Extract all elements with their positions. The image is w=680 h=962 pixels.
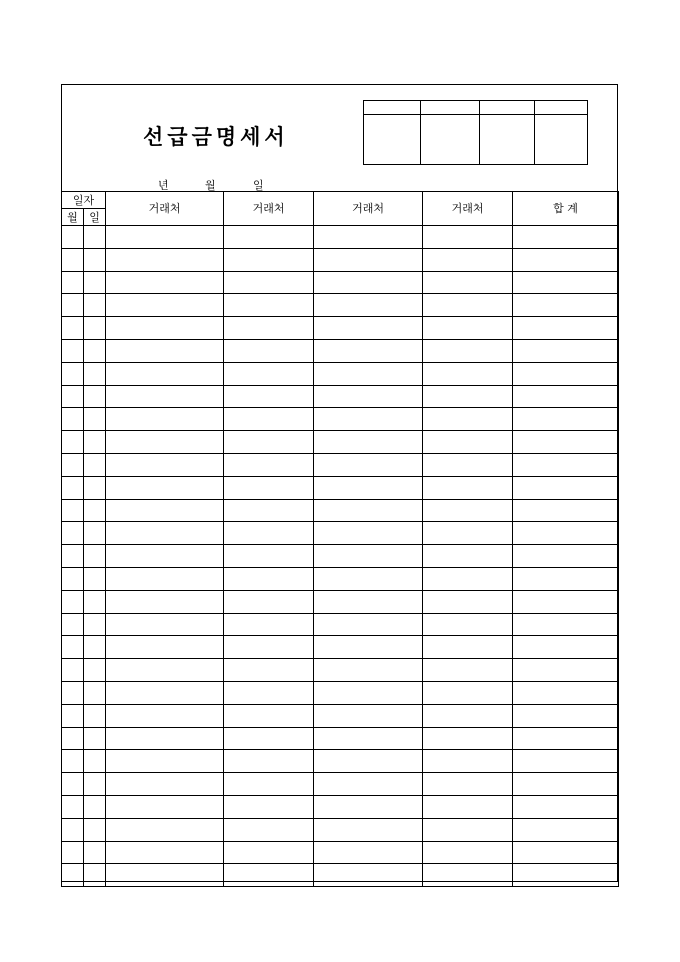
table-cell[interactable]	[224, 385, 314, 408]
table-cell[interactable]	[84, 864, 106, 887]
table-cell[interactable]	[314, 385, 423, 408]
table-cell[interactable]	[513, 271, 619, 294]
ledger-body	[62, 226, 619, 887]
table-row	[62, 727, 619, 750]
table-cell[interactable]	[314, 864, 423, 887]
table-row	[62, 704, 619, 727]
table-cell[interactable]	[106, 841, 224, 864]
table-cell[interactable]	[423, 613, 513, 636]
table-cell[interactable]	[314, 636, 423, 659]
table-cell[interactable]	[62, 681, 84, 704]
table-cell[interactable]	[84, 271, 106, 294]
table-cell[interactable]	[224, 499, 314, 522]
table-cell[interactable]	[62, 271, 84, 294]
table-cell[interactable]	[62, 750, 84, 773]
table-cell[interactable]	[106, 294, 224, 317]
table-cell[interactable]	[314, 294, 423, 317]
table-cell[interactable]	[513, 773, 619, 796]
table-cell[interactable]	[513, 681, 619, 704]
table-cell[interactable]	[314, 567, 423, 590]
table-cell[interactable]	[314, 613, 423, 636]
table-cell[interactable]	[106, 545, 224, 568]
table-cell[interactable]	[314, 271, 423, 294]
table-cell[interactable]	[84, 522, 106, 545]
table-cell[interactable]	[513, 567, 619, 590]
table-cell[interactable]	[314, 841, 423, 864]
table-cell[interactable]	[224, 476, 314, 499]
table-cell[interactable]	[84, 431, 106, 454]
table-row	[62, 750, 619, 773]
table-cell[interactable]	[423, 226, 513, 249]
table-cell[interactable]	[62, 248, 84, 271]
table-cell[interactable]	[62, 704, 84, 727]
table-cell[interactable]	[513, 339, 619, 362]
table-cell[interactable]	[513, 522, 619, 545]
table-cell[interactable]	[62, 659, 84, 682]
table-cell[interactable]	[224, 339, 314, 362]
table-cell[interactable]	[84, 773, 106, 796]
table-cell[interactable]	[314, 248, 423, 271]
table-cell[interactable]	[423, 704, 513, 727]
table-cell[interactable]	[106, 317, 224, 340]
table-cell[interactable]	[84, 636, 106, 659]
table-cell[interactable]	[423, 773, 513, 796]
table-cell[interactable]	[423, 545, 513, 568]
table-row	[62, 453, 619, 476]
table-cell[interactable]	[62, 317, 84, 340]
table-cell[interactable]	[84, 750, 106, 773]
table-cell[interactable]	[84, 727, 106, 750]
table-cell[interactable]	[106, 476, 224, 499]
table-cell[interactable]	[62, 294, 84, 317]
table-cell[interactable]	[106, 864, 224, 887]
table-cell[interactable]	[423, 841, 513, 864]
day-header: 일	[84, 209, 106, 226]
table-cell[interactable]	[224, 567, 314, 590]
table-cell[interactable]	[224, 271, 314, 294]
approval-sign-cell	[535, 115, 588, 165]
table-cell[interactable]	[224, 704, 314, 727]
table-cell[interactable]	[106, 613, 224, 636]
table-row	[62, 317, 619, 340]
table-cell[interactable]	[314, 476, 423, 499]
table-cell[interactable]	[106, 795, 224, 818]
table-cell[interactable]	[84, 317, 106, 340]
table-cell[interactable]	[224, 545, 314, 568]
approval-sign-cell	[421, 115, 480, 165]
table-cell[interactable]	[106, 499, 224, 522]
approval-header-cell	[480, 101, 535, 115]
table-cell[interactable]	[224, 408, 314, 431]
table-cell[interactable]	[106, 636, 224, 659]
table-cell[interactable]	[423, 294, 513, 317]
table-cell[interactable]	[423, 385, 513, 408]
table-cell[interactable]	[423, 795, 513, 818]
table-cell[interactable]	[423, 248, 513, 271]
table-row	[62, 636, 619, 659]
table-cell[interactable]	[513, 590, 619, 613]
table-cell[interactable]	[84, 590, 106, 613]
column-header-vendor: 거래처	[423, 192, 513, 226]
table-cell[interactable]	[224, 636, 314, 659]
table-row	[62, 248, 619, 271]
table-cell[interactable]	[513, 248, 619, 271]
table-cell[interactable]	[84, 248, 106, 271]
table-cell[interactable]	[423, 590, 513, 613]
table-cell[interactable]	[314, 499, 423, 522]
table-row	[62, 659, 619, 682]
table-cell[interactable]	[224, 294, 314, 317]
table-cell[interactable]	[314, 681, 423, 704]
column-header-total: 합 계	[513, 192, 619, 226]
table-cell[interactable]	[423, 317, 513, 340]
table-cell[interactable]	[423, 453, 513, 476]
table-cell[interactable]	[62, 453, 84, 476]
table-cell[interactable]	[513, 704, 619, 727]
table-cell[interactable]	[314, 750, 423, 773]
table-cell[interactable]	[84, 567, 106, 590]
approval-sign-cell	[480, 115, 535, 165]
table-cell[interactable]	[314, 453, 423, 476]
table-row	[62, 864, 619, 887]
table-cell[interactable]	[106, 522, 224, 545]
table-cell[interactable]	[423, 362, 513, 385]
table-cell[interactable]	[423, 522, 513, 545]
table-cell[interactable]	[106, 590, 224, 613]
table-cell[interactable]	[314, 590, 423, 613]
table-row	[62, 841, 619, 864]
table-cell[interactable]	[62, 818, 84, 841]
table-cell[interactable]	[423, 864, 513, 887]
approval-sign-cell	[364, 115, 421, 165]
table-cell[interactable]	[513, 385, 619, 408]
table-cell[interactable]	[314, 545, 423, 568]
table-row	[62, 795, 619, 818]
table-cell[interactable]	[62, 864, 84, 887]
table-cell[interactable]	[513, 294, 619, 317]
table-cell[interactable]	[314, 704, 423, 727]
table-cell[interactable]	[62, 476, 84, 499]
table-cell[interactable]	[84, 613, 106, 636]
table-cell[interactable]	[106, 750, 224, 773]
table-cell[interactable]	[423, 681, 513, 704]
table-cell[interactable]	[62, 362, 84, 385]
approval-header-cell	[421, 101, 480, 115]
table-row	[62, 226, 619, 249]
table-cell[interactable]	[423, 567, 513, 590]
table-cell[interactable]	[224, 317, 314, 340]
table-cell[interactable]	[62, 431, 84, 454]
table-cell[interactable]	[513, 841, 619, 864]
approval-box	[363, 100, 588, 165]
table-cell[interactable]	[224, 773, 314, 796]
table-cell[interactable]	[84, 545, 106, 568]
date-header: 일자	[62, 192, 106, 209]
table-cell[interactable]	[513, 226, 619, 249]
table-cell[interactable]	[62, 727, 84, 750]
table-cell[interactable]	[423, 636, 513, 659]
table-cell[interactable]	[84, 385, 106, 408]
table-cell[interactable]	[84, 499, 106, 522]
table-cell[interactable]	[84, 841, 106, 864]
table-cell[interactable]	[513, 750, 619, 773]
table-cell[interactable]	[62, 613, 84, 636]
table-cell[interactable]	[106, 431, 224, 454]
table-cell[interactable]	[84, 795, 106, 818]
table-row	[62, 818, 619, 841]
table-cell[interactable]	[84, 659, 106, 682]
month-header: 월	[62, 209, 84, 226]
table-cell[interactable]	[106, 773, 224, 796]
table-cell[interactable]	[224, 681, 314, 704]
table-cell[interactable]	[106, 453, 224, 476]
table-cell[interactable]	[513, 659, 619, 682]
table-cell[interactable]	[84, 818, 106, 841]
approval-header-cell	[364, 101, 421, 115]
table-cell[interactable]	[224, 727, 314, 750]
table-cell[interactable]	[84, 339, 106, 362]
table-row	[62, 773, 619, 796]
table-cell[interactable]	[513, 636, 619, 659]
table-row	[62, 476, 619, 499]
table-cell[interactable]	[224, 613, 314, 636]
table-cell[interactable]	[314, 408, 423, 431]
table-row	[62, 499, 619, 522]
table-cell[interactable]	[84, 453, 106, 476]
table-cell[interactable]	[224, 750, 314, 773]
table-cell[interactable]	[314, 317, 423, 340]
table-cell[interactable]	[106, 567, 224, 590]
table-cell[interactable]	[513, 613, 619, 636]
table-cell[interactable]	[62, 773, 84, 796]
table-cell[interactable]	[314, 522, 423, 545]
table-cell[interactable]	[106, 271, 224, 294]
table-cell[interactable]	[106, 362, 224, 385]
table-cell[interactable]	[62, 567, 84, 590]
table-cell[interactable]	[224, 590, 314, 613]
table-cell[interactable]	[224, 431, 314, 454]
table-cell[interactable]	[224, 659, 314, 682]
table-row	[62, 431, 619, 454]
table-row	[62, 590, 619, 613]
table-row	[62, 613, 619, 636]
table-cell[interactable]	[84, 681, 106, 704]
table-cell[interactable]	[224, 453, 314, 476]
table-row	[62, 522, 619, 545]
table-cell[interactable]	[62, 545, 84, 568]
table-cell[interactable]	[423, 339, 513, 362]
table-cell[interactable]	[224, 841, 314, 864]
form-title: 선급금명세서	[143, 124, 289, 149]
table-cell[interactable]	[314, 795, 423, 818]
table-cell[interactable]	[314, 727, 423, 750]
table-cell[interactable]	[224, 522, 314, 545]
column-header-vendor: 거래처	[224, 192, 314, 226]
table-row	[62, 339, 619, 362]
table-row	[62, 385, 619, 408]
date-year-label: 년	[158, 179, 169, 192]
table-cell[interactable]	[62, 339, 84, 362]
table-cell[interactable]	[224, 226, 314, 249]
table-cell[interactable]	[106, 818, 224, 841]
table-cell[interactable]	[224, 795, 314, 818]
table-cell[interactable]	[106, 226, 224, 249]
table-cell[interactable]	[513, 499, 619, 522]
table-row	[62, 408, 619, 431]
table-row	[62, 294, 619, 317]
table-cell[interactable]	[423, 431, 513, 454]
table-cell[interactable]	[84, 294, 106, 317]
table-cell[interactable]	[423, 499, 513, 522]
table-cell[interactable]	[423, 727, 513, 750]
table-row	[62, 362, 619, 385]
table-cell[interactable]	[513, 864, 619, 887]
table-cell[interactable]	[423, 818, 513, 841]
table-cell[interactable]	[224, 864, 314, 887]
table-row	[62, 567, 619, 590]
table-row	[62, 681, 619, 704]
table-cell[interactable]	[106, 385, 224, 408]
table-cell[interactable]	[513, 317, 619, 340]
table-cell[interactable]	[513, 431, 619, 454]
table-cell[interactable]	[106, 704, 224, 727]
table-cell[interactable]	[314, 339, 423, 362]
table-row	[62, 545, 619, 568]
table-cell[interactable]	[84, 704, 106, 727]
table-cell[interactable]	[62, 408, 84, 431]
table-cell[interactable]	[106, 339, 224, 362]
table-cell[interactable]	[314, 773, 423, 796]
table-cell[interactable]	[106, 727, 224, 750]
table-cell[interactable]	[513, 545, 619, 568]
approval-header-cell	[535, 101, 588, 115]
ledger-table	[61, 191, 619, 887]
table-cell[interactable]	[84, 226, 106, 249]
table-cell[interactable]	[106, 248, 224, 271]
table-cell[interactable]	[314, 659, 423, 682]
table-row	[62, 271, 619, 294]
table-cell[interactable]	[62, 590, 84, 613]
table-cell[interactable]	[513, 727, 619, 750]
table-cell[interactable]	[423, 271, 513, 294]
table-cell[interactable]	[62, 795, 84, 818]
table-cell[interactable]	[314, 431, 423, 454]
table-cell[interactable]	[423, 476, 513, 499]
table-cell[interactable]	[84, 408, 106, 431]
table-cell[interactable]	[423, 659, 513, 682]
table-cell[interactable]	[62, 226, 84, 249]
table-cell[interactable]	[62, 385, 84, 408]
table-cell[interactable]	[423, 750, 513, 773]
table-cell[interactable]	[224, 362, 314, 385]
table-cell[interactable]	[314, 818, 423, 841]
column-header-vendor: 거래처	[314, 192, 423, 226]
table-cell[interactable]	[513, 476, 619, 499]
table-cell[interactable]	[513, 453, 619, 476]
table-cell[interactable]	[423, 408, 513, 431]
table-cell[interactable]	[106, 659, 224, 682]
date-month-label: 월	[205, 179, 216, 192]
table-cell[interactable]	[84, 362, 106, 385]
table-cell[interactable]	[84, 476, 106, 499]
table-cell[interactable]	[224, 818, 314, 841]
table-cell[interactable]	[106, 408, 224, 431]
table-cell[interactable]	[513, 795, 619, 818]
table-cell[interactable]	[314, 362, 423, 385]
table-cell[interactable]	[62, 636, 84, 659]
table-cell[interactable]	[224, 248, 314, 271]
table-cell[interactable]	[513, 818, 619, 841]
table-cell[interactable]	[513, 408, 619, 431]
table-cell[interactable]	[62, 522, 84, 545]
table-cell[interactable]	[106, 681, 224, 704]
date-day-label: 일	[253, 179, 264, 192]
table-cell[interactable]	[62, 499, 84, 522]
table-cell[interactable]	[62, 841, 84, 864]
column-header-vendor: 거래처	[106, 192, 224, 226]
table-cell[interactable]	[513, 362, 619, 385]
table-cell[interactable]	[314, 226, 423, 249]
